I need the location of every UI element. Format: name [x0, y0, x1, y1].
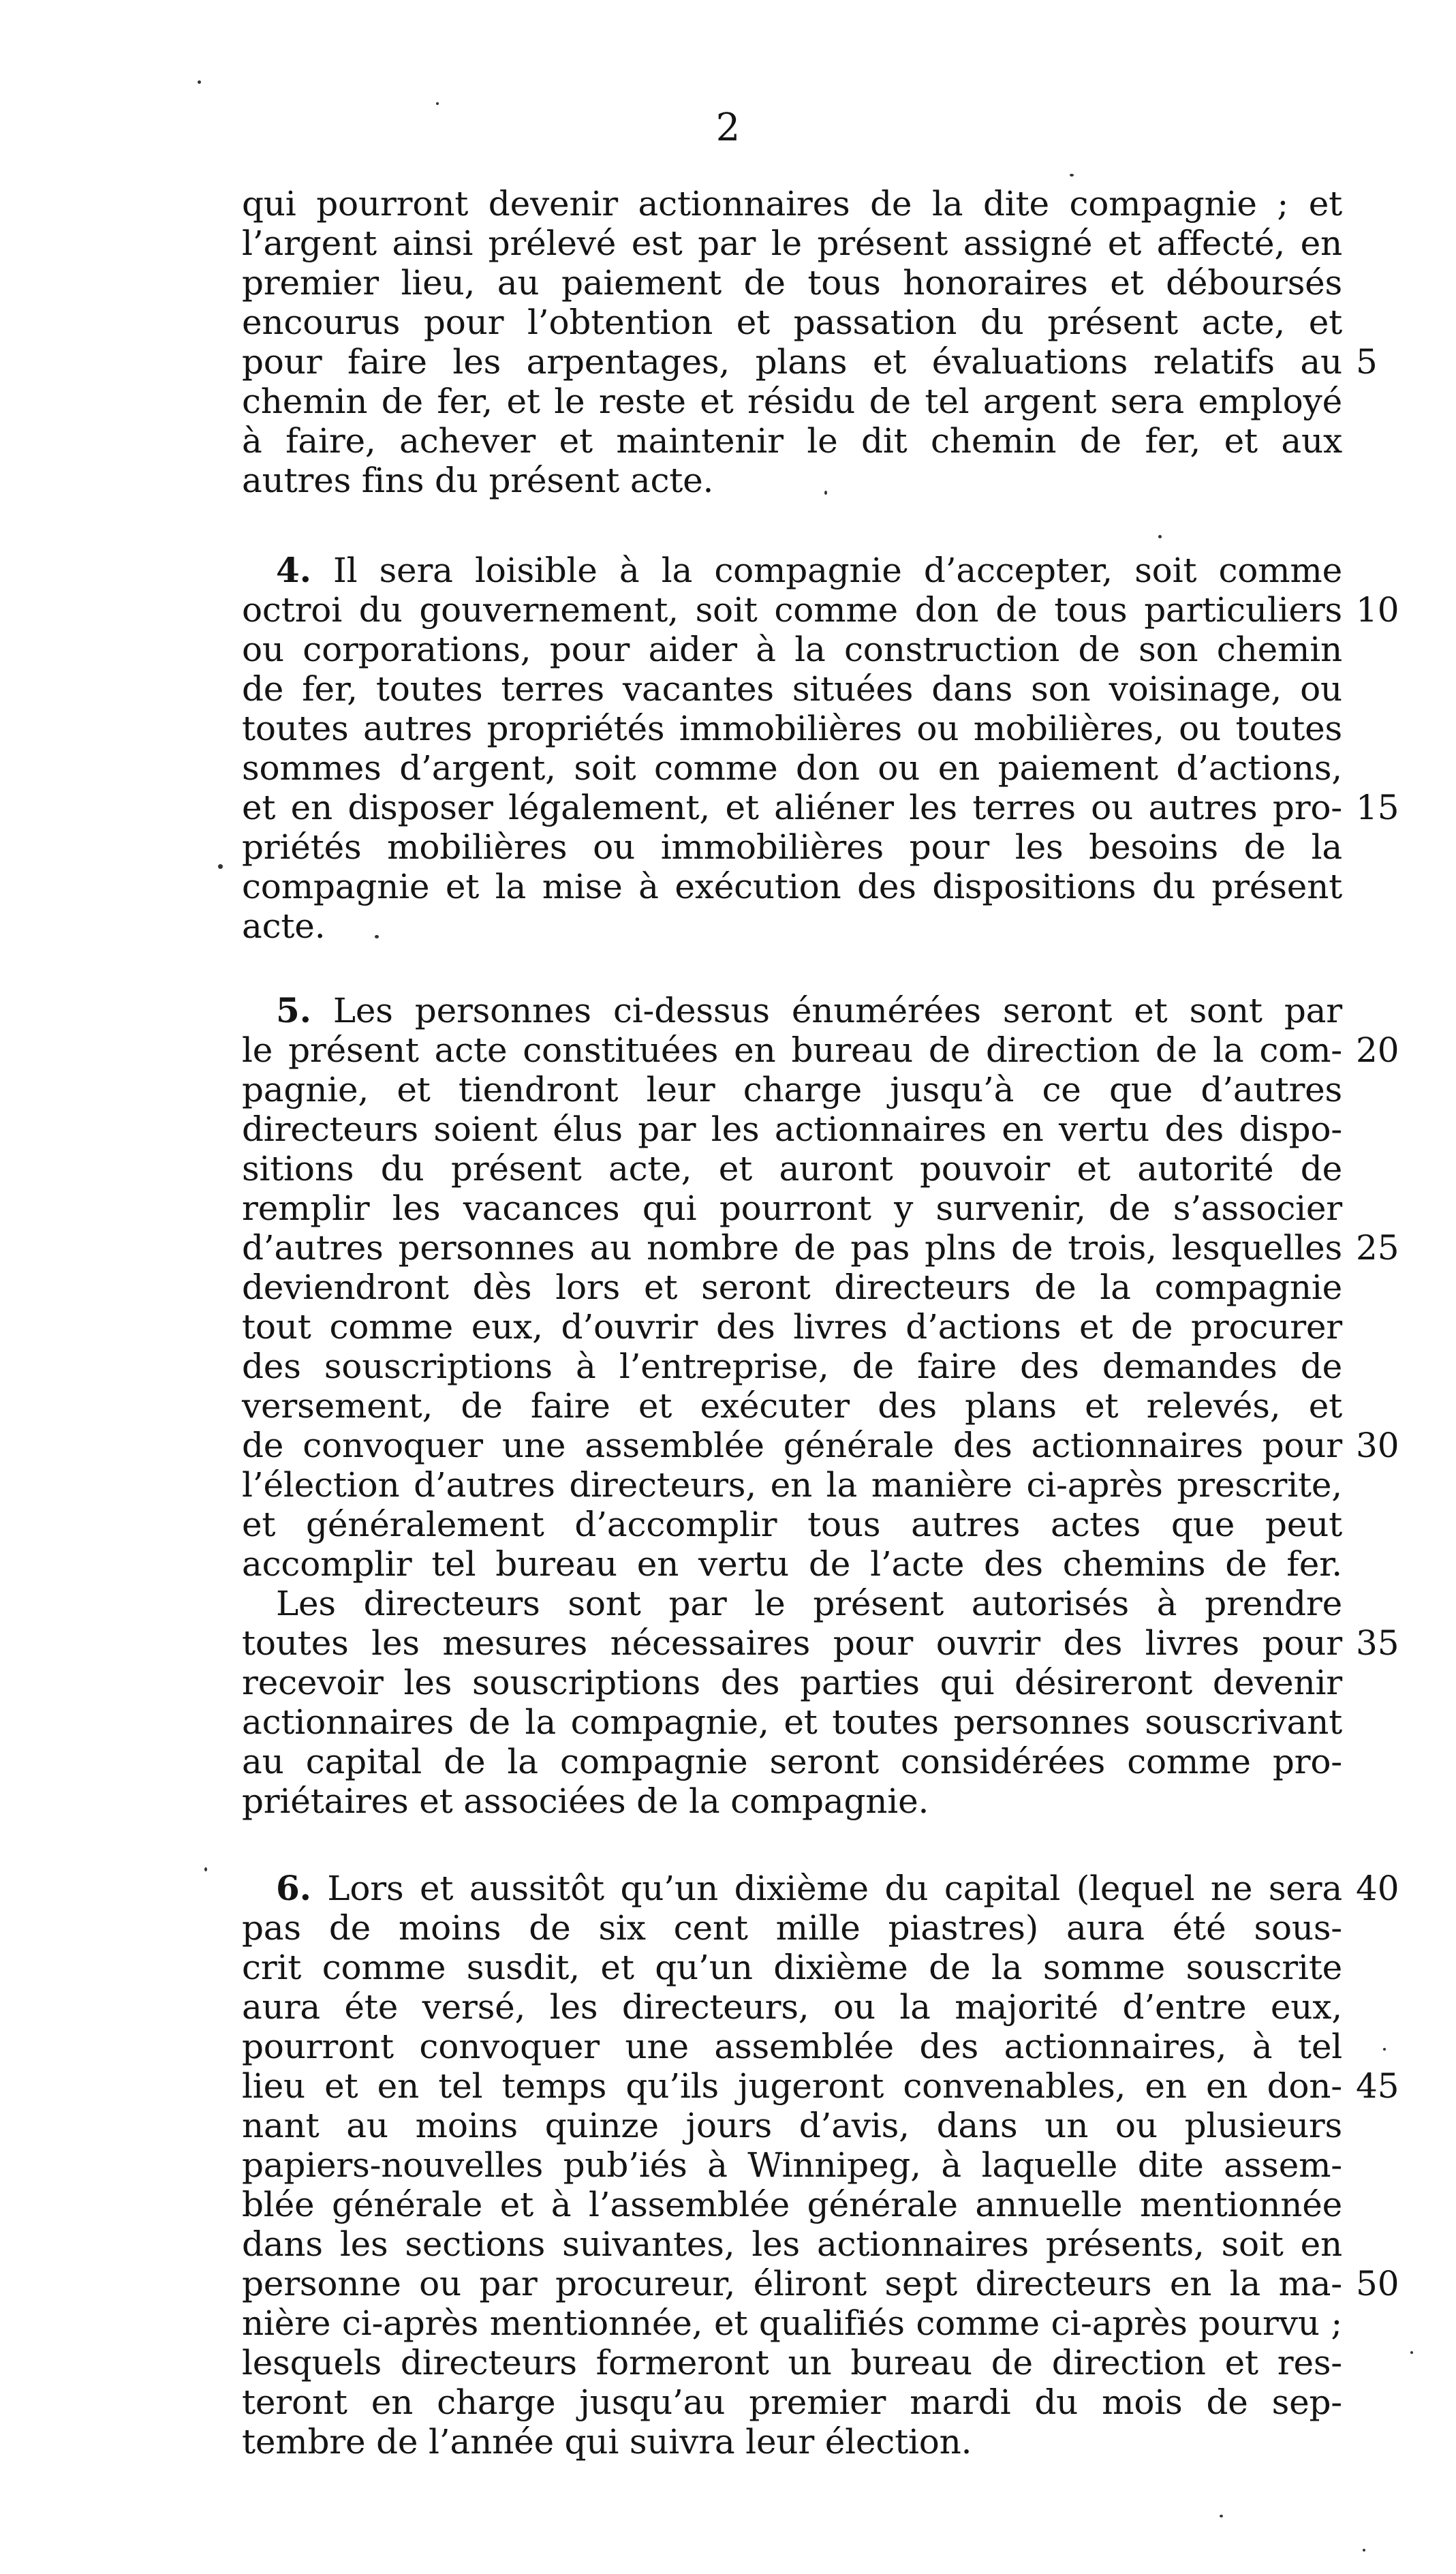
text-line: priétaires et associées de la compagnie.: [242, 1781, 929, 1821]
section-number: 5.: [276, 990, 311, 1030]
text-line: tembre de l’année qui suivra leur élection.: [242, 2422, 972, 2462]
line-number: 50: [1356, 2264, 1399, 2303]
text-line: remplir les vacances qui pourront y survenir, de s’associer: [242, 1189, 1342, 1228]
text-line: blée générale et à l’assemblée générale annuelle mentionnée: [242, 2185, 1342, 2224]
section-number: 4.: [276, 550, 311, 590]
line-number: 15: [1356, 788, 1399, 827]
scan-speck: [436, 102, 439, 105]
text-line: toutes autres propriétés immobilières ou mobilières, ou toutes: [242, 709, 1342, 748]
line-number: 25: [1356, 1228, 1399, 1268]
text-line: versement, de faire et exécuter des plans et relevés, et: [242, 1386, 1342, 1426]
section-4-first-line: [276, 551, 1342, 590]
text-line: recevoir les souscriptions des parties qui désireront devenir: [242, 1663, 1342, 1702]
section-6-first-line: [276, 1869, 1342, 1908]
text-line: nière ci-après mentionnée, et qualifiés comme ci-après pourvu ;: [242, 2303, 1342, 2343]
text-line: pagnie, et tiendront leur charge jusqu’à ce que d’autres: [242, 1070, 1342, 1109]
text-line: des souscriptions à l’entreprise, de faire des demandes de: [242, 1347, 1342, 1386]
text-line: actionnaires de la compagnie, et toutes personnes souscrivant: [242, 1702, 1342, 1742]
text-line: sitions du présent acte, et auront pouvoir et autorité de: [242, 1149, 1342, 1189]
text-line: encourus pour l’obtention et passation du présent acte, et: [242, 303, 1342, 342]
text-line: Il sera loisible à la compagnie d’accepter, soit comme: [333, 551, 1342, 590]
scan-speck: [1158, 535, 1162, 538]
text-line: qui pourront devenir actionnaires de la dite compagnie ; et: [242, 184, 1342, 224]
text-line: sommes d’argent, soit comme don ou en paiement d’actions,: [242, 748, 1342, 788]
text-line: au capital de la compagnie seront considérées comme pro-: [242, 1742, 1342, 1781]
text-line: accomplir tel bureau en vertu de l’acte des chemins de fer.: [242, 1544, 1342, 1584]
text-line: directeurs soient élus par les actionnaires en vertu des dispo-: [242, 1109, 1342, 1149]
text-line: le présent acte constituées en bureau de direction de la com-: [242, 1030, 1342, 1070]
text-line: Les directeurs sont par le présent autorisés à prendre: [276, 1584, 1342, 1623]
text-line: pour faire les arpentages, plans et évaluations relatifs au: [242, 342, 1342, 382]
scan-speck: [1070, 174, 1074, 177]
text-line: lesquels directeurs formeront un bureau de direction et res-: [242, 2343, 1342, 2383]
text-line: dans les sections suivantes, les actionnaires présents, soit en: [242, 2224, 1342, 2264]
text-line: Lors et aussitôt qu’un dixième du capital (lequel ne sera: [327, 1869, 1342, 1908]
text-line: toutes les mesures nécessaires pour ouvrir des livres pour: [242, 1623, 1342, 1663]
text-line: tout comme eux, d’ouvrir des livres d’actions et de procurer: [242, 1307, 1342, 1347]
text-line: l’élection d’autres directeurs, en la manière ci-après prescrite,: [242, 1465, 1342, 1505]
text-line: priétés mobilières ou immobilières pour les besoins de la: [242, 827, 1342, 867]
page-number: 2: [715, 106, 741, 150]
scan-speck: [218, 864, 223, 869]
text-line: nant au moins quinze jours d’avis, dans un ou plusieurs: [242, 2106, 1342, 2145]
text-line: premier lieu, au paiement de tous honoraires et déboursés: [242, 263, 1342, 303]
scan-speck: [1363, 2549, 1365, 2552]
line-number: 20: [1356, 1030, 1399, 1070]
line-number: 45: [1356, 2066, 1399, 2106]
scan-speck: [1383, 2048, 1386, 2051]
scan-speck: [824, 491, 827, 495]
line-number: 5: [1356, 342, 1378, 382]
scan-speck: [375, 935, 379, 938]
text-line: personne ou par procureur, éliront sept directeurs en la ma-: [242, 2264, 1342, 2303]
line-number: 35: [1356, 1623, 1399, 1663]
text-line: autres fins du présent acte.: [242, 461, 714, 500]
text-line: Les personnes ci-dessus énumérées seront et sont par: [332, 991, 1342, 1030]
scan-speck: [1220, 2515, 1223, 2517]
text-line: de fer, toutes terres vacantes situées dans son voisinage, ou: [242, 669, 1342, 709]
text-line: teront en charge jusqu’au premier mardi du mois de sep-: [242, 2383, 1342, 2422]
text-line: lieu et en tel temps qu’ils jugeront convenables, en en don-: [242, 2066, 1342, 2106]
text-line: d’autres personnes au nombre de pas plns de trois, lesquelles: [242, 1228, 1342, 1268]
section-5-first-line: [276, 991, 1342, 1030]
text-line: ou corporations, pour aider à la construction de son chemin: [242, 630, 1342, 669]
text-line: l’argent ainsi prélevé est par le présent assigné et affecté, en: [242, 224, 1342, 263]
scan-speck: [1410, 2351, 1413, 2354]
text-line: et généralement d’accomplir tous autres actes que peut: [242, 1505, 1342, 1544]
line-number: 30: [1356, 1426, 1399, 1465]
text-line: papiers-nouvelles pub’iés à Winnipeg, à laquelle dite assem-: [242, 2145, 1342, 2185]
text-line: compagnie et la mise à exécution des dispositions du présent: [242, 867, 1342, 906]
scan-speck: [204, 1867, 207, 1871]
text-line: crit comme susdit, et qu’un dixième de la somme souscrite: [242, 1948, 1342, 1987]
text-line: acte.: [242, 906, 326, 946]
text-line: à faire, achever et maintenir le dit chemin de fer, et aux: [242, 421, 1342, 461]
text-line: deviendront dès lors et seront directeurs de la compagnie: [242, 1268, 1342, 1307]
text-line: et en disposer légalement, et aliéner les terres ou autres pro-: [242, 788, 1342, 827]
text-line: octroi du gouvernement, soit comme don de tous particuliers: [242, 590, 1342, 630]
text-line: aura éte versé, les directeurs, ou la majorité d’entre eux,: [242, 1987, 1342, 2027]
text-line: pourront convoquer une assemblée des actionnaires, à tel: [242, 2027, 1342, 2066]
section-number: 6.: [276, 1868, 311, 1908]
text-line: pas de moins de six cent mille piastres) aura été sous-: [242, 1908, 1342, 1948]
scan-speck: [198, 80, 201, 84]
line-number: 10: [1356, 590, 1399, 630]
text-line: de convoquer une assemblée générale des actionnaires pour: [242, 1426, 1342, 1465]
text-line: chemin de fer, et le reste et résidu de tel argent sera employé: [242, 382, 1342, 421]
line-number: 40: [1356, 1869, 1399, 1908]
